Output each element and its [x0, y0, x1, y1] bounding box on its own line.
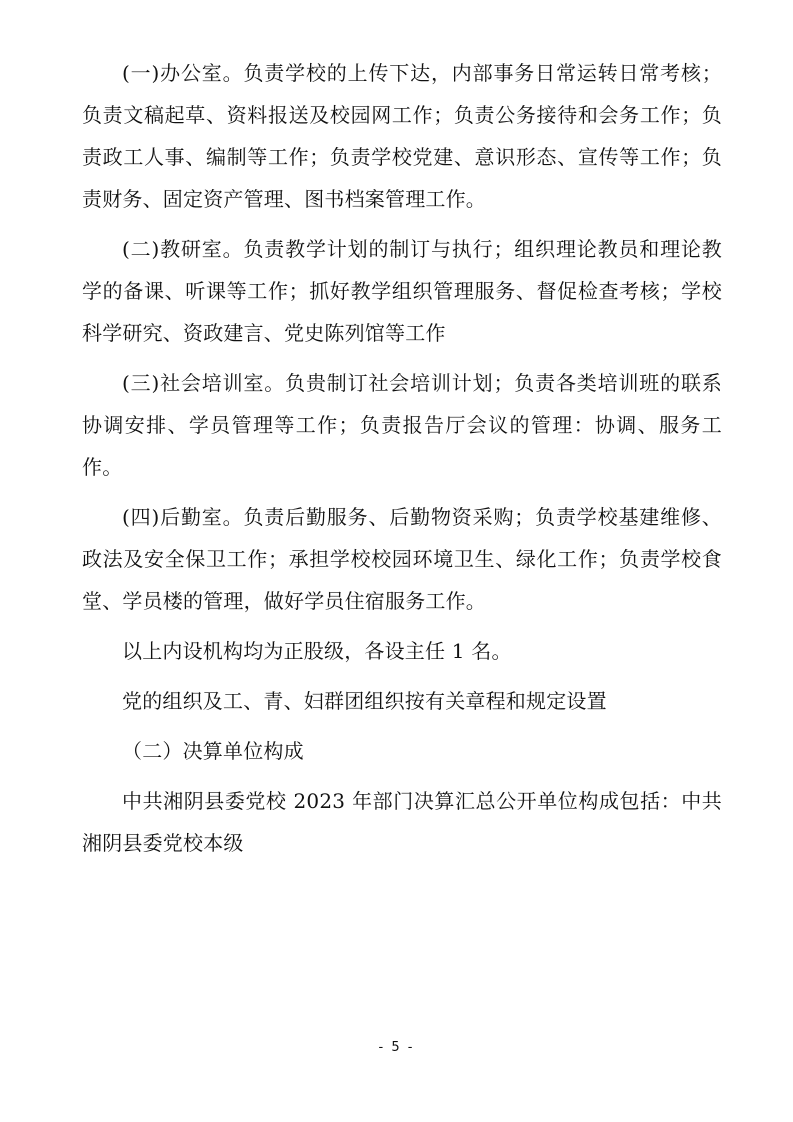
- section-heading-unit-composition: （二）决算单位构成: [122, 739, 304, 763]
- paragraph-teaching-research: (二)教研室。负责教学计划的制订与执行；组织理论教员和理论教学的备课、听课等工作；抓好教学组织管理服务、督促检查考核；学校科学研究、资政建言、党史陈列馆等工作: [82, 237, 722, 345]
- paragraph-party-organizations: 党的组织及工、青、妇群团组织按有关章程和规定设置: [122, 689, 607, 713]
- paragraph-section-level: 以上内设机构均为正股级，各设主任 1 名。: [122, 639, 512, 663]
- paragraph-unit-composition: 中共湘阴县委党校 2023 年部门决算汇总公开单位构成包括：中共湘阴县委党校本级: [82, 789, 722, 855]
- page-number: - 5 -: [378, 1040, 415, 1055]
- paragraph-office: (一)办公室。负责学校的上传下达，内部事务日常运转日常考核；负责文稿起草、资料报送及校园网工作；负责公务接待和会务工作；负责政工人事、编制等工作；负责学校党建、意识形态、宣传等工作；负责财务、固定资产管理、图书档案管理工作。: [82, 61, 722, 211]
- document-body: [82, 52, 722, 864]
- paragraph-logistics: (四)后勤室。负责后勤服务、后勤物资采购；负责学校基建维修、政法及安全保卫工作；承担学校校园环境卫生、绿化工作；负责学校食堂、学员楼的管理，做好学员住宿服务工作。: [82, 505, 722, 613]
- paragraph-social-training: (三)社会培训室。负贵制订社会培训计划；负责各类培训班的联系协调安排、学员管理等工作；负责报告厅会议的管理：协调、服务工作。: [82, 371, 722, 479]
